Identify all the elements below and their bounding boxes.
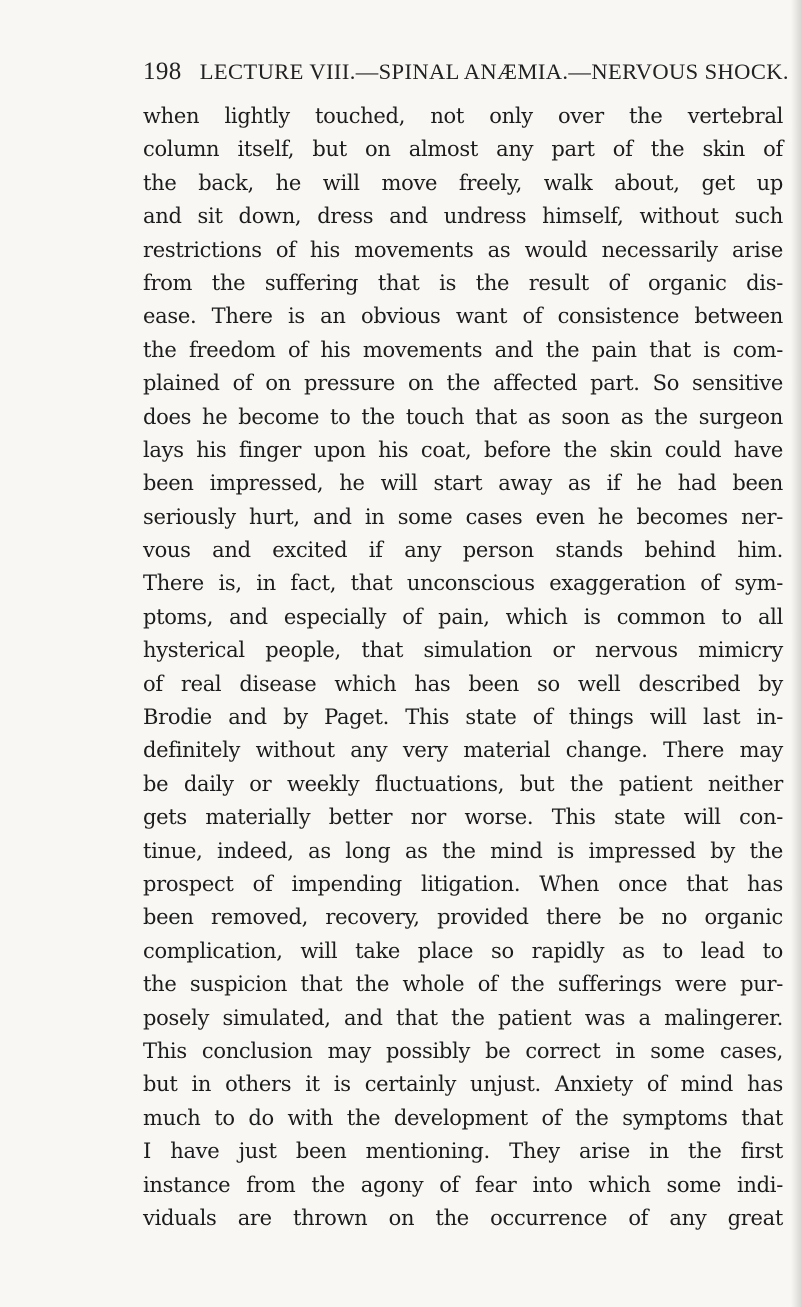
text-line: plained of on pressure on the affected part. So sensitive: [143, 371, 783, 396]
text-line: ptoms, and especially of pain, which is common to all: [143, 604, 783, 629]
text-line: the freedom of his movements and the pain that is com-: [143, 337, 783, 362]
page-edge-shadow: [791, 0, 801, 1307]
text-line: There is, in fact, that unconscious exaggeration of sym-: [143, 571, 783, 596]
text-line: been removed, recovery, provided there be no organic: [143, 905, 783, 930]
text-line: much to do with the development of the symptoms that: [143, 1105, 783, 1130]
body-text: [143, 100, 783, 1235]
text-line: column itself, but on almost any part of the skin of: [143, 137, 783, 162]
text-line: hysterical people, that simulation or nervous mimicry: [143, 638, 783, 663]
text-line: definitely without any very material change. There may: [143, 738, 783, 763]
text-line: the back, he will move freely, walk about, get up: [143, 170, 783, 195]
text-line: does he become to the touch that as soon as the surgeon: [143, 404, 783, 429]
text-line: ease. There is an obvious want of consistence between: [143, 304, 783, 329]
text-line: from the suffering that is the result of organic dis-: [143, 270, 783, 295]
text-line: seriously hurt, and in some cases even he becomes ner-: [143, 504, 783, 529]
text-line: This conclusion may possibly be correct in some cases,: [143, 1038, 783, 1063]
text-line: vous and excited if any person stands behind him.: [143, 538, 783, 563]
text-line: complication, will take place so rapidly as to lead to: [143, 938, 783, 963]
text-line: be daily or weekly fluctuations, but the patient neither: [143, 771, 783, 796]
text-line: I have just been mentioning. They arise in the first: [143, 1139, 783, 1164]
text-line: been impressed, he will start away as if he had been: [143, 471, 783, 496]
text-line: and sit down, dress and undress himself, without such: [143, 204, 783, 229]
running-title: LECTURE VIII.—SPINAL ANÆMIA.—NERVOUS SHOCK.: [199, 59, 789, 84]
text-line: restrictions of his movements as would necessarily arise: [143, 237, 783, 262]
text-line: Brodie and by Paget. This state of things will last in-: [143, 705, 783, 730]
text-line: the suspicion that the whole of the sufferings were pur-: [143, 972, 783, 997]
text-line: when lightly touched, not only over the vertebral: [143, 104, 783, 128]
running-header: [143, 58, 789, 86]
text-line: but in others it is certainly unjust. Anxiety of mind has: [143, 1072, 783, 1097]
text-line: of real disease which has been so well described by: [143, 671, 783, 696]
page-number: 198: [143, 58, 182, 85]
text-line: prospect of impending litigation. When once that has: [143, 871, 783, 896]
text-line: posely simulated, and that the patient was a malingerer.: [143, 1005, 783, 1030]
text-line: tinue, indeed, as long as the mind is impressed by the: [143, 838, 783, 863]
text-line: viduals are thrown on the occurrence of any great: [143, 1205, 783, 1230]
text-line: instance from the agony of fear into which some indi-: [143, 1172, 783, 1197]
text-line: lays his finger upon his coat, before the skin could have: [143, 437, 783, 462]
text-line: gets materially better nor worse. This state will con-: [143, 805, 783, 830]
